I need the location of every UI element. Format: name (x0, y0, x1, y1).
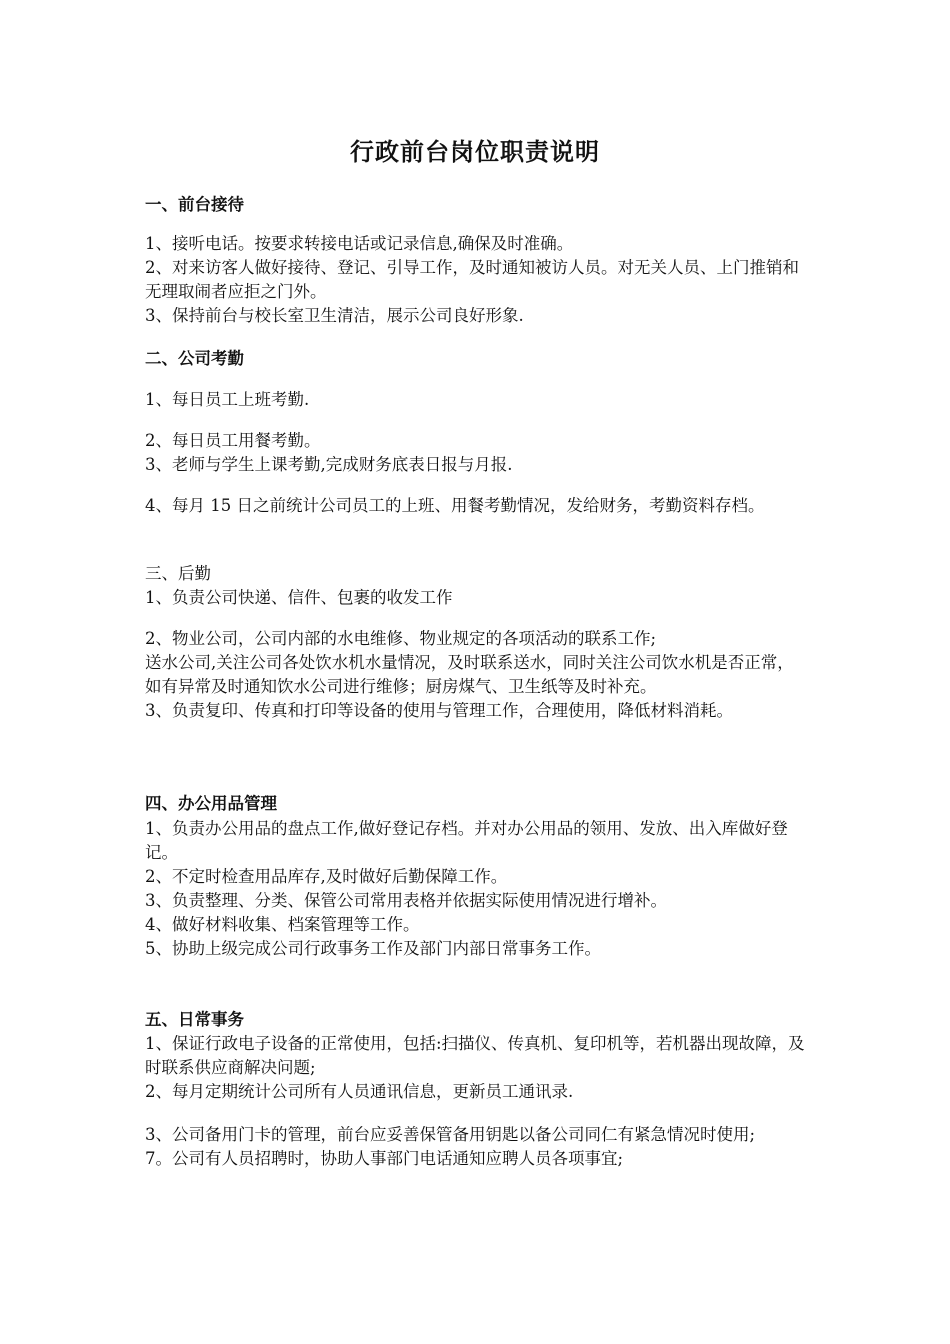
section-body-attendance-1 (145, 388, 810, 412)
list-item: 3、负责整理、分类、保管公司常用表格并依据实际使用情况进行增补。 (145, 891, 667, 910)
list-item: 1、保证行政电子设备的正常使用，包括:扫描仪、传真机、复印机等，若机器出现故障，及时联系供应商解决问题; (145, 1034, 805, 1077)
list-item: 3、负责复印、传真和打印等设备的使用与管理工作，合理使用，降低材料消耗。 (145, 701, 733, 720)
list-item: 2、对来访客人做好接待、登记、引导工作，及时通知被访人员。对无关人员、上门推销和无理取闹者应拒之门外。 (145, 258, 799, 301)
section-heading: 三、后勤 (145, 564, 211, 583)
section-heading-attendance (145, 347, 810, 371)
list-item: 3、老师与学生上课考勤,完成财务底表日报与月报. (145, 455, 513, 474)
section-heading: 四、办公用品管理 (145, 794, 277, 813)
document-title: 行政前台岗位职责说明 (350, 138, 600, 166)
section-heading: 二、公司考勤 (145, 349, 244, 368)
list-item: 4、做好材料收集、档案管理等工作。 (145, 915, 420, 934)
list-item: 1、负责公司快递、信件、包裹的收发工作 (145, 588, 453, 607)
list-item: 4、每月 15 日之前统计公司员工的上班、用餐考勤情况，发给财务，考勤资料存档。 (145, 496, 765, 515)
list-item: 2、每月定期统计公司所有人员通讯信息，更新员工通讯录. (145, 1082, 574, 1101)
section-body-logistics-1 (145, 586, 810, 610)
list-item: 7。公司有人员招聘时，协助人事部门电话通知应聘人员各项事宜; (145, 1149, 624, 1168)
section-heading-logistics (145, 562, 810, 586)
list-item: 3、公司备用门卡的管理，前台应妥善保管备用钥匙以备公司同仁有紧急情况时使用; (145, 1125, 756, 1144)
section-body-attendance-3 (145, 494, 810, 518)
section-body-daily-affairs-1 (145, 1032, 810, 1104)
list-item: 3、保持前台与校长室卫生清洁，展示公司良好形象. (145, 306, 524, 325)
section-body-daily-affairs-2 (145, 1123, 810, 1171)
section-heading: 一、前台接待 (145, 195, 244, 214)
list-item: 2、不定时检查用品库存,及时做好后勤保障工作。 (145, 867, 508, 886)
section-body-reception (145, 232, 810, 328)
list-item: 1、每日员工上班考勤. (145, 390, 310, 409)
list-item: 送水公司,关注公司各处饮水机水量情况，及时联系送水，同时关注公司饮水机是否正常，如有异常及时通知饮水公司进行维修；厨房煤气、卫生纸等及时补充。 (145, 653, 794, 696)
list-item: 2、每日员工用餐考勤。 (145, 431, 321, 450)
list-item: 5、协助上级完成公司行政事务工作及部门内部日常事务工作。 (145, 939, 601, 958)
section-heading-reception (145, 193, 810, 217)
list-item: 2、物业公司，公司内部的水电维修、物业规定的各项活动的联系工作; (145, 629, 657, 648)
section-body-office-supplies (145, 817, 810, 961)
section-body-attendance-2 (145, 429, 810, 477)
section-heading-daily-affairs (145, 1008, 810, 1032)
list-item: 1、负责办公用品的盘点工作,做好登记存档。并对办公用品的领用、发放、出入库做好登记。 (145, 819, 788, 862)
section-body-logistics-2 (145, 627, 810, 723)
section-heading: 五、日常事务 (145, 1010, 244, 1029)
list-item: 1、接听电话。按要求转接电话或记录信息,确保及时准确。 (145, 234, 574, 253)
section-heading-office-supplies (145, 792, 810, 816)
